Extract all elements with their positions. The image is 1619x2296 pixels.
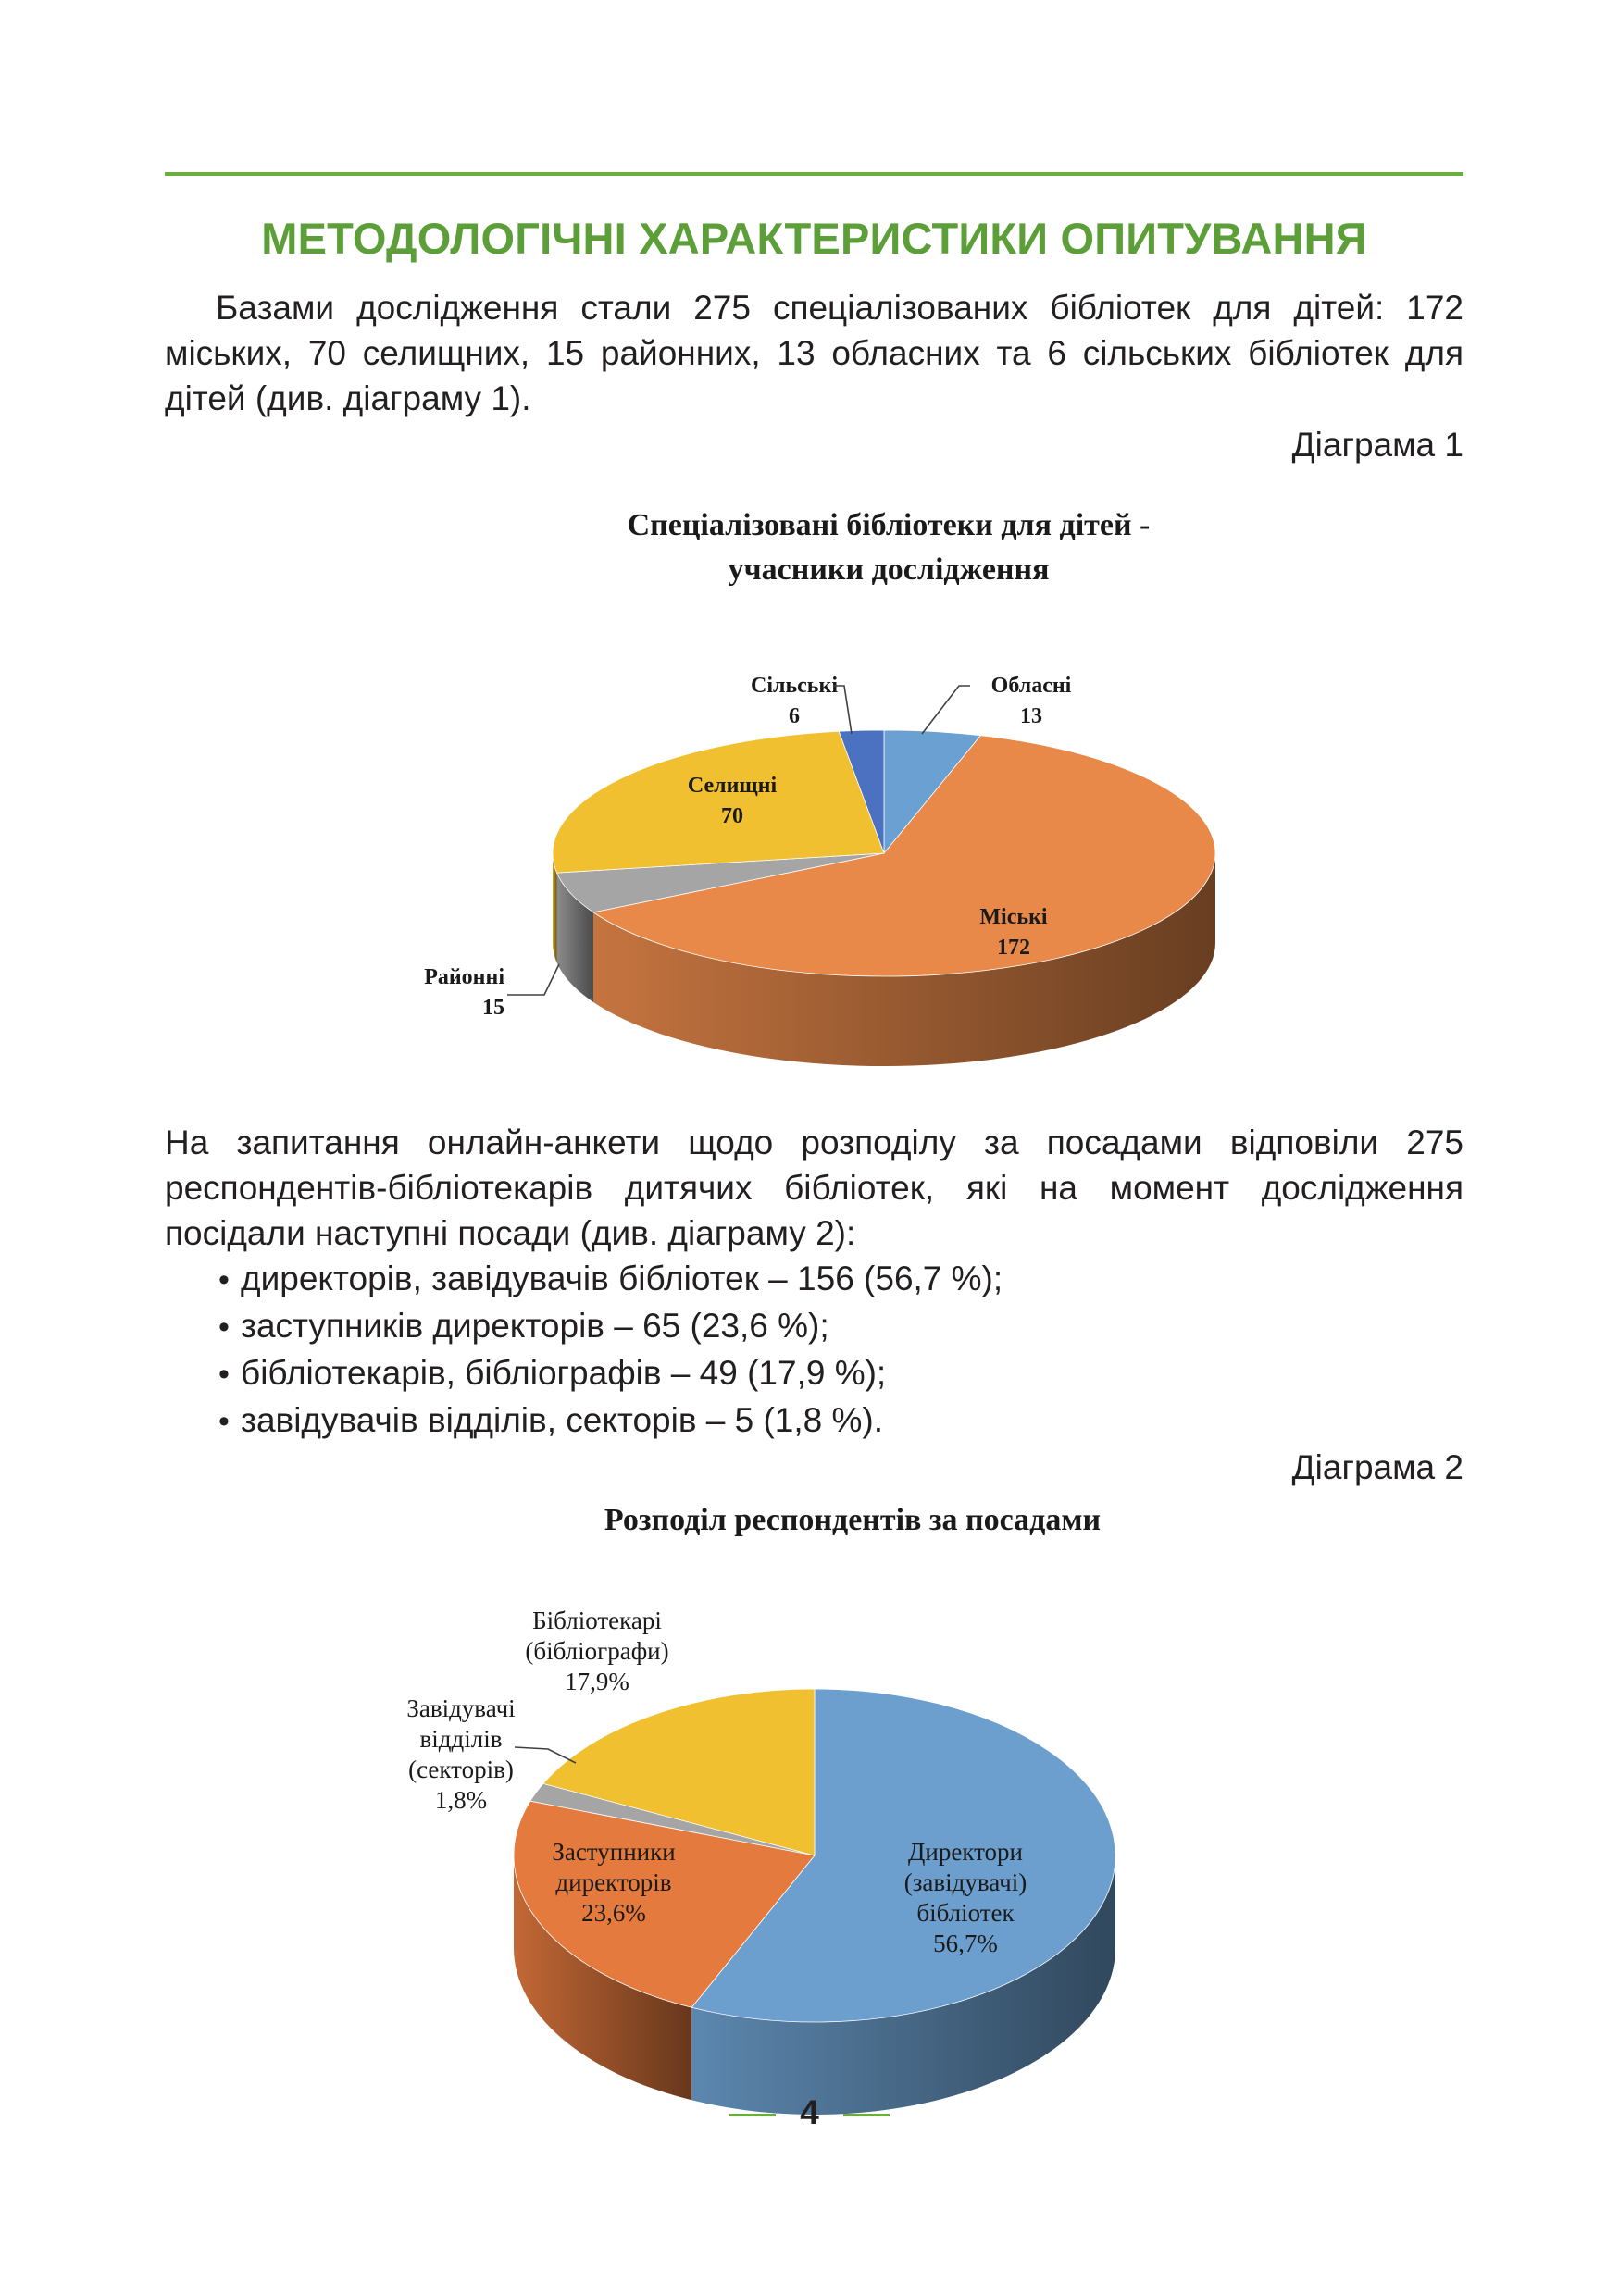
pie-slice-3 <box>553 731 884 873</box>
intro-text: Базами дослідження стали 275 спеціалізованих бібліотек для дітей: 172 міських, 70 селищних, 15 районних, 13 обласних та 6 сільських бібліотек для дітей (див. діаграму 1). <box>165 289 1463 417</box>
data-label-2: Районні 15 <box>424 965 504 1020</box>
data-label-0: Обласні 13 <box>990 674 1072 728</box>
chart-title: Розподіл респондентів за посадами <box>604 1503 1102 1537</box>
page-number <box>0 2093 1619 2132</box>
data-label-0: Директори (завідувачі) бібліотек 56,7% <box>903 1838 1027 1957</box>
chart-title: Спеціалізовані бібліотеки для дітей -учасники дослідження <box>627 508 1151 587</box>
chart-libraries-pie <box>424 508 1215 1066</box>
diagram2-label: Діаграма 2 <box>1291 1448 1463 1486</box>
data-label-1: Міські 172 <box>979 905 1048 960</box>
list-item: • директорів, завідувачів бібліотек – 156 (56,7 %); <box>218 1256 1003 1303</box>
data-label-3: Селищні 70 <box>687 774 778 828</box>
pie-slices <box>553 730 1215 976</box>
data-label-4: Сільські 6 <box>751 674 838 728</box>
page-number-value: 4 <box>800 2093 819 2131</box>
list-item: • бібліотекарів, бібліографів – 49 (17,9 %); <box>218 1350 1003 1397</box>
positions-paragraph: На запитання онлайн-анкети щодо розподілу за посадами відповіли 275 респондентів-бібліотекарів дитячих бібліотек, які на момент дослідження посідали наступні посади (див. діаграму 2): <box>165 1123 1463 1252</box>
list-item: • заступників директорів – 65 (23,6 %); <box>218 1303 1003 1350</box>
data-label-3: Бібліотекарі (бібліографи) 17,9% <box>525 1607 669 1695</box>
page-number-dash-left <box>729 2114 776 2116</box>
leader-line <box>507 964 559 995</box>
page-number-dash-right <box>843 2114 890 2116</box>
data-label-2: Завідувачі відділів (секторів) 1,8% <box>406 1694 516 1814</box>
page-heading: МЕТОДОЛОГІЧНІ ХАРАКТЕРИСТИКИ ОПИТУВАННЯ <box>261 214 1367 263</box>
leader-line <box>922 686 970 734</box>
diagram1-label: Діаграма 1 <box>1291 426 1463 464</box>
data-label-1: Заступники директорів 23,6% <box>552 1838 676 1927</box>
list-item: • завідувачів відділів, секторів – 5 (1,8 %). <box>218 1397 1003 1445</box>
chart-positions-pie <box>406 1503 1115 2115</box>
